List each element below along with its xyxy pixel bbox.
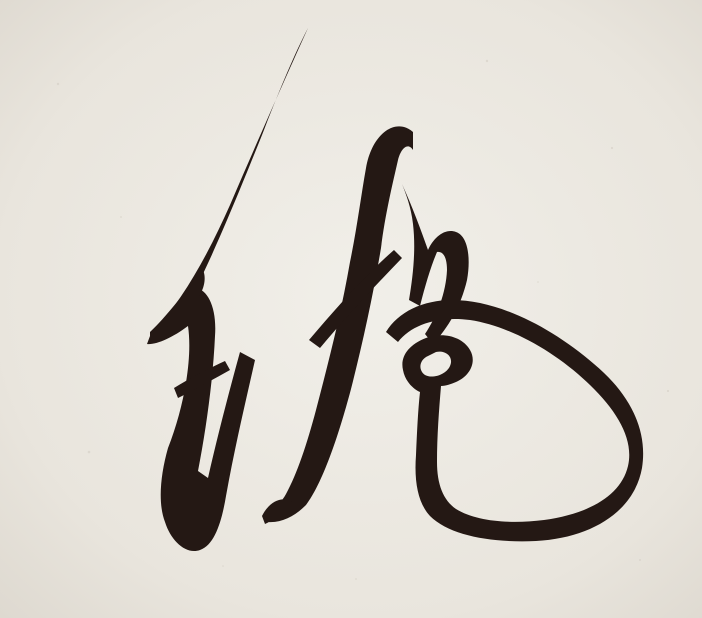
brush-stroke-left-diagonal bbox=[147, 28, 308, 551]
brush-stroke-loop bbox=[386, 300, 643, 541]
